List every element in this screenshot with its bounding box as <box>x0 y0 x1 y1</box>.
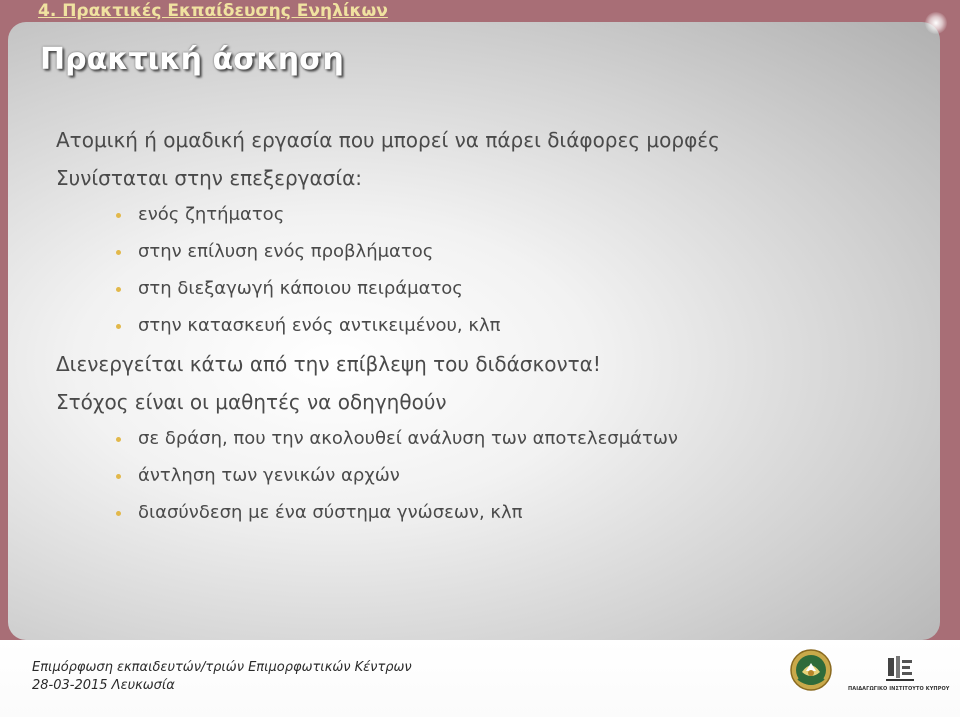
list-item <box>56 313 926 350</box>
list-item-text: διασύνδεση με ένα σύστημα γνώσεων, κλπ <box>138 502 523 523</box>
bullet-icon <box>116 511 121 516</box>
institute-caption: ΠΑΙΔΑΓΩΓΙΚΟ ΙΝΣΤΙΤΟΥΤΟ ΚΥΠΡΟΥ <box>848 686 950 692</box>
list-item: Στόχος είναι οι μαθητές να οδηγηθούν <box>56 390 447 414</box>
bullet-icon <box>116 213 121 218</box>
bullet-icon <box>116 250 121 255</box>
list-item-text: σε δράση, που την ακολουθεί ανάλυση των αποτελεσμάτων <box>138 428 678 449</box>
footer-caption: Επιμόρφωση εκπαιδευτών/τριών Επιμορφωτικών Κέντρων <box>32 660 412 675</box>
cyprus-coat-of-arms-icon <box>790 649 832 691</box>
list-item <box>56 202 926 239</box>
list-item: Διενεργείται κάτω από την επίβλεψη του διδάσκοντα! <box>56 352 601 376</box>
list-item <box>56 276 926 313</box>
list-item-text: ενός ζητήματος <box>138 204 285 225</box>
list-item <box>56 500 926 537</box>
pedagogical-institute-logo-icon <box>882 654 918 684</box>
list-item-text: στην επίλυση ενός προβλήματος <box>138 241 434 262</box>
footer <box>0 640 960 717</box>
bullet-icon <box>116 474 121 479</box>
slide-content <box>56 126 926 537</box>
list-item <box>56 463 926 500</box>
list-item: Ατομική ή ομαδική εργασία που μπορεί να πάρει διάφορες μορφές <box>56 128 720 152</box>
list-item-text: άντληση των γενικών αρχών <box>138 465 400 486</box>
corner-shine <box>925 12 947 34</box>
footer-date: 28-03-2015 Λευκωσία <box>32 678 175 693</box>
bullet-icon <box>116 324 121 329</box>
list-item-text: στην κατασκευή ενός αντικειμένου, κλπ <box>138 315 501 336</box>
list-item <box>56 239 926 276</box>
list-item: Συνίσταται στην επεξεργασία: <box>56 166 363 190</box>
section-title: 4. Πρακτικές Εκπαίδευσης Ενηλίκων <box>38 1 388 21</box>
slide-panel <box>8 22 940 640</box>
bullet-icon <box>116 437 121 442</box>
list-item <box>56 426 926 463</box>
slide-title: Πρακτική άσκηση <box>40 42 344 77</box>
bullet-icon <box>116 287 121 292</box>
list-item-text: στη διεξαγωγή κάποιου πειράματος <box>138 278 463 299</box>
